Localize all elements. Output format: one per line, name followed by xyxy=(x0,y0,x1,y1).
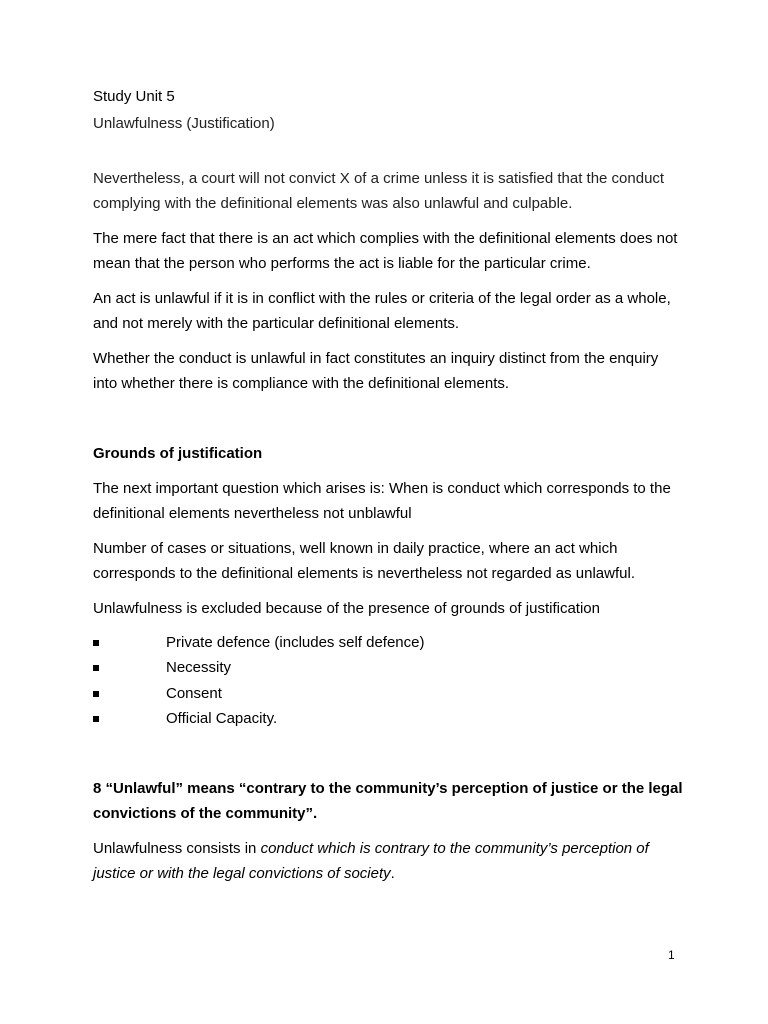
list-item xyxy=(93,655,683,680)
square-bullet-icon xyxy=(93,640,99,646)
list-item xyxy=(93,630,683,655)
list-item-label: Necessity xyxy=(166,659,232,677)
grounds-heading: Grounds of justification xyxy=(93,445,263,462)
list-item xyxy=(93,706,683,731)
intro-paragraph-4: Whether the conduct is unlawful in fact constitutes an inquiry distinct from the enquiry into whether there is compliance with the definitional elements. xyxy=(93,350,659,392)
grounds-paragraph-1: The next important question which arises is: When is conduct which corresponds to the definitional elements nevertheless not unblawful xyxy=(93,480,671,522)
list-item xyxy=(93,681,683,706)
topic-title: Unlawfulness (Justification) xyxy=(93,115,275,132)
list-item-label: Consent xyxy=(166,684,222,702)
square-bullet-icon xyxy=(93,716,99,722)
grounds-paragraph-3: Unlawfulness is excluded because of the presence of grounds of justification xyxy=(93,600,600,617)
definition-text-italic: conduct which is contrary to the community’s perception of justice or with the legal convictions of society xyxy=(93,840,649,883)
definition-paragraph xyxy=(93,836,683,886)
definition-text-prefix: Unlawfulness consists in xyxy=(93,840,261,858)
square-bullet-icon xyxy=(93,691,99,697)
grounds-list xyxy=(93,630,683,731)
study-unit-label: Study Unit 5 xyxy=(93,88,175,105)
grounds-paragraph-2: Number of cases or situations, well known in daily practice, where an act which corresponds to the definitional elements is nevertheless not regarded as unlawful. xyxy=(93,540,635,582)
square-bullet-icon xyxy=(93,665,99,671)
definition-text-suffix: . xyxy=(390,865,395,883)
intro-paragraph-2: The mere fact that there is an act which complies with the definitional elements does not mean that the person who performs the act is liable for the particular crime. xyxy=(93,230,678,272)
definition-heading: 8 “Unlawful” means “contrary to the community’s perception of justice or the legal convictions of the community”. xyxy=(93,780,683,823)
intro-paragraph-1: Nevertheless, a court will not convict X of a crime unless it is satisfied that the conduct complying with the definitional elements was also unlawful and culpable. xyxy=(93,170,665,212)
intro-paragraph-3: An act is unlawful if it is in conflict with the rules or criteria of the legal order as a whole, and not merely with the particular definitional elements. xyxy=(93,290,671,332)
page-number: 1 xyxy=(668,948,675,962)
list-item-label: Private defence (includes self defence) xyxy=(166,634,425,651)
list-item-label: Official Capacity. xyxy=(166,709,278,727)
document-page xyxy=(93,84,683,886)
